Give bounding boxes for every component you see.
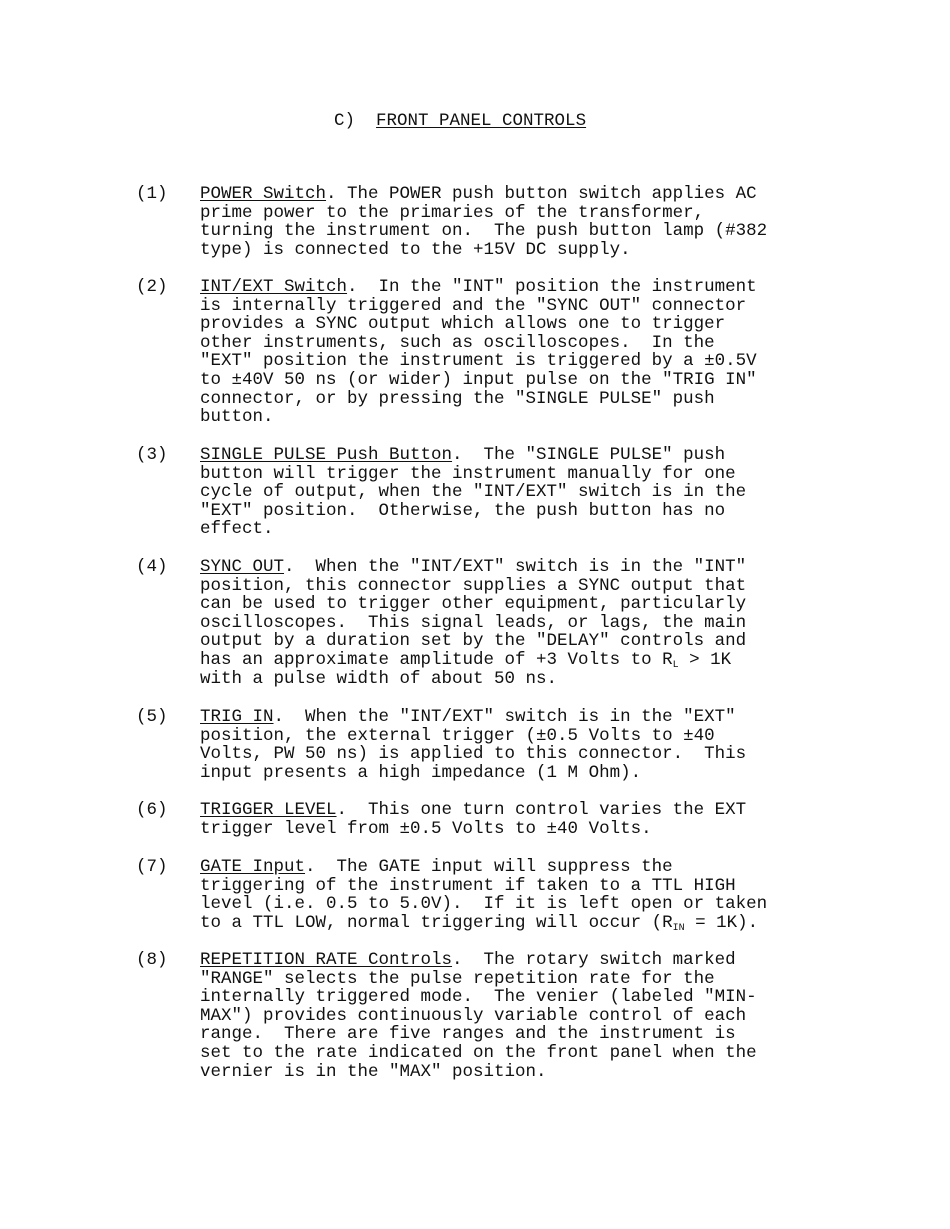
- item-number: (7): [136, 857, 168, 877]
- item-text-line: vernier is in the "MAX" position.: [200, 1061, 547, 1082]
- item-text-line: turning the instrument on. The push button lamp (#382: [200, 221, 768, 242]
- item-text-line: is internally triggered and the "SYNC OUT" connector: [200, 295, 747, 316]
- item-description: [200, 708, 820, 782]
- item-number: (2): [136, 277, 168, 297]
- subscript: L: [672, 659, 679, 671]
- item-title: REPETITION RATE Controls: [200, 950, 453, 970]
- item-text-line: "EXT" position. Otherwise, the push button has no: [200, 500, 726, 521]
- item-text-line: position, the external trigger (±0.5 Volts to ±40: [200, 725, 715, 746]
- item-text-line: to ±40V 50 ns (or wider) input pulse on the "TRIG IN": [200, 369, 757, 390]
- item-text-line: prime power to the primaries of the transformer,: [200, 202, 705, 223]
- subscript: IN: [672, 922, 685, 934]
- item-description: [200, 858, 820, 932]
- heading-label: C): [334, 111, 356, 131]
- item-number: (1): [136, 184, 168, 204]
- item-text-line: oscilloscopes. This signal leads, or lags, the main: [200, 612, 747, 633]
- text-segment: to a TTL LOW, normal triggering will occur (R: [200, 912, 673, 933]
- item-text-line: "EXT" position the instrument is triggered by a ±0.5V: [200, 351, 757, 372]
- item-text-line: connector, or by pressing the "SINGLE PULSE" push: [200, 388, 715, 409]
- item-text-line: position, this connector supplies a SYNC output that: [200, 575, 747, 596]
- item-text-line: cycle of output, when the "INT/EXT" switch is in the: [200, 482, 747, 503]
- item-text-line: . The rotary switch marked: [452, 950, 736, 970]
- item-text-line: . When the "INT/EXT" switch is in the "EXT": [273, 707, 736, 727]
- item-text-line: . The "SINGLE PULSE" push: [452, 445, 726, 465]
- item-text-line: . When the "INT/EXT" switch is in the "INT": [284, 557, 747, 577]
- item-description: [200, 801, 820, 838]
- item-description: [200, 446, 820, 539]
- item-text-line: . This one turn control varies the EXT: [336, 800, 747, 820]
- item-text-line: . The POWER push button switch applies AC: [326, 184, 757, 204]
- item-text-line: type) is connected to the +15V DC supply.: [200, 239, 631, 260]
- text-segment: > 1K: [678, 649, 732, 670]
- item-text-line: button will trigger the instrument manually for one: [200, 463, 736, 484]
- item-description: [200, 185, 820, 259]
- item-text-line: . In the "INT" position the instrument: [347, 277, 757, 297]
- item-text-line: MAX") provides continuously variable control of each: [200, 1005, 747, 1026]
- page-heading: [334, 110, 586, 132]
- item-text-line: [200, 651, 820, 670]
- item-description: [200, 951, 820, 1081]
- item-text-line: other instruments, such as oscilloscopes. In the: [200, 332, 715, 353]
- item-text-line: output by a duration set by the "DELAY" controls and: [200, 631, 747, 652]
- item-text-line: range. There are five ranges and the instrument is: [200, 1024, 736, 1045]
- item-description: [200, 278, 820, 427]
- item-text-line: triggering of the instrument if taken to a TTL HIGH: [200, 875, 736, 896]
- item-number: (3): [136, 445, 168, 465]
- item-text-line: internally triggered mode. The venier (labeled "MIN-: [200, 987, 757, 1008]
- page-title: FRONT PANEL CONTROLS: [376, 111, 587, 131]
- item-text-line: with a pulse width of about 50 ns.: [200, 668, 558, 689]
- item-text-line: . The GATE input will suppress the: [305, 857, 673, 877]
- item-number: (6): [136, 800, 168, 820]
- item-description: [200, 558, 820, 688]
- text-segment: has an approximate amplitude of +3 Volts to R: [200, 649, 673, 670]
- item-title: TRIGGER LEVEL: [200, 800, 337, 820]
- item-text-line: set to the rate indicated on the front panel when the: [200, 1042, 757, 1063]
- item-title: SINGLE PULSE Push Button: [200, 445, 453, 465]
- item-text-line: effect.: [200, 519, 274, 540]
- item-text-line: provides a SYNC output which allows one to trigger: [200, 314, 726, 335]
- item-text-line: "RANGE" selects the pulse repetition rate for the: [200, 968, 715, 989]
- item-text-line: button.: [200, 407, 274, 428]
- item-text-line: can be used to trigger other equipment, particularly: [200, 594, 747, 615]
- item-title: INT/EXT Switch: [200, 277, 348, 297]
- item-text-line: input presents a high impedance (1 M Ohm).: [200, 762, 642, 783]
- item-number: (4): [136, 557, 168, 577]
- item-number: (5): [136, 707, 168, 727]
- item-title: GATE Input: [200, 857, 306, 877]
- item-text-line: trigger level from ±0.5 Volts to ±40 Volts.: [200, 818, 652, 839]
- item-number: (8): [136, 950, 168, 970]
- item-title: SYNC OUT: [200, 557, 285, 577]
- item-title: TRIG IN: [200, 707, 274, 727]
- item-text-line: [200, 914, 820, 933]
- item-text-line: level (i.e. 0.5 to 5.0V). If it is left open or taken: [200, 894, 768, 915]
- item-title: POWER Switch: [200, 184, 327, 204]
- text-segment: = 1K).: [684, 912, 759, 933]
- item-text-line: Volts, PW 50 ns) is applied to this connector. This: [200, 744, 747, 765]
